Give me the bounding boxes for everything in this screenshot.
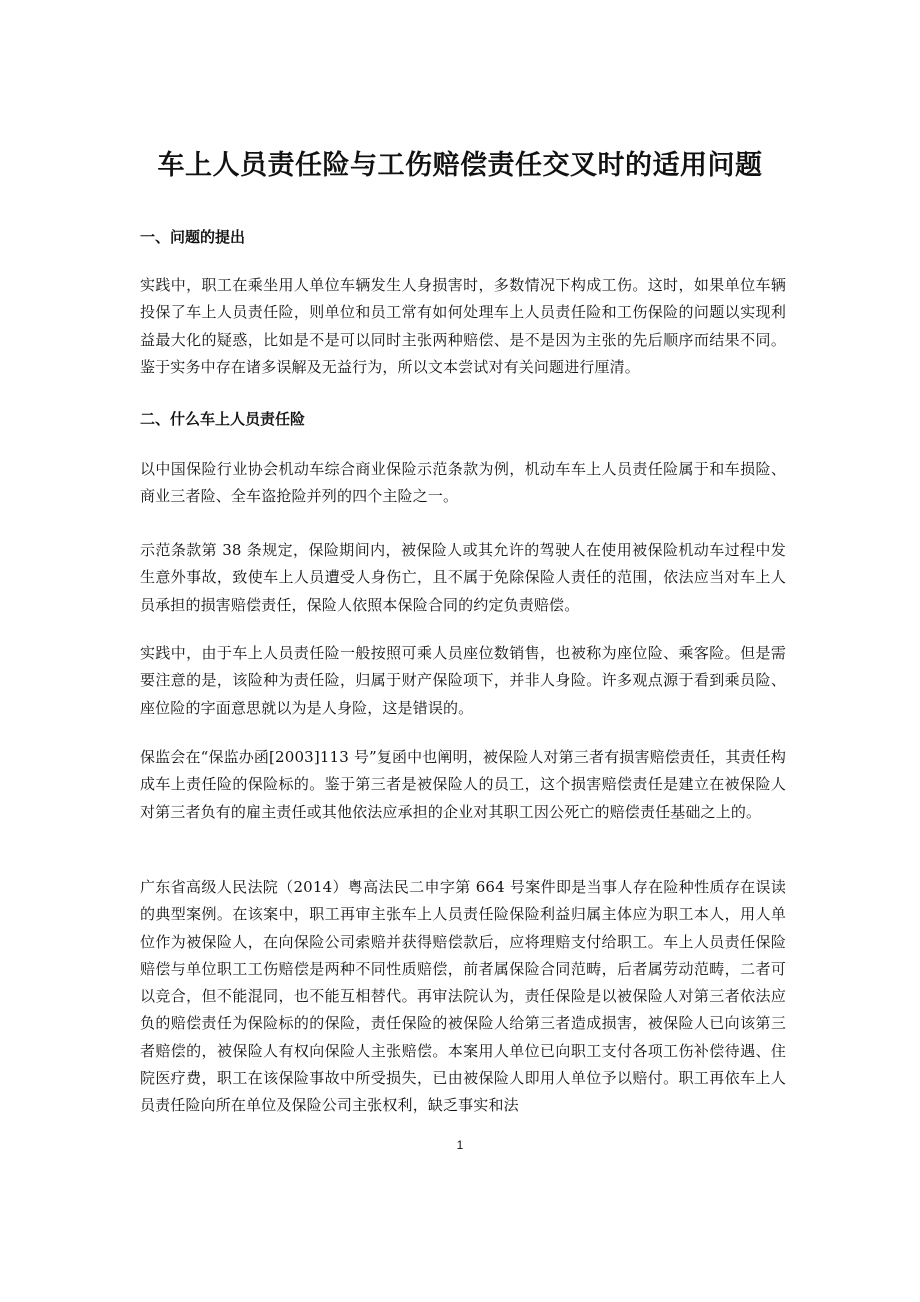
page-number: 1 <box>456 1138 464 1152</box>
paragraph-article-38: 示范条款第 38 条规定，保险期间内，被保险人或其允许的驾驶人在使用被保险机动车过程中发生意外事故，致使车上人员遭受人身伤亡，且不属于免除保险人责任的范围，依法应当对车上人员承担的损害赔偿责任，保险人依照本保险合同的约定负责赔偿。 <box>140 541 786 614</box>
paragraph-main-insurance: 以中国保险行业协会机动车综合商业保险示范条款为例，机动车车上人员责任险属于和车损险、商业三者险、全车盗抢险并列的四个主险之一。 <box>140 460 786 506</box>
paragraph-circc-reply: 保监会在“保监办函[2003]113 号”复函中也阐明，被保险人对第三者有损害赔偿责任，其责任构成车上责任险的保险标的。鉴于第三者是被保险人的员工，这个损害赔偿责任是建立在被保险人对第三者负有的雇主责任或其他依法应承担的企业对其职工因公死亡的赔偿责任基础之上的。 <box>140 748 786 821</box>
paragraph-guangdong-case: 广东省高级人民法院（2014）粤高法民二申字第 664 号案件即是当事人存在险种性质存在误读的典型案例。在该案中，职工再审主张车上人员责任险保险利益归属主体应为职工本人，用人单位作为被保险人，在向保险公司索赔并获得赔偿款后，应将理赔支付给职工。车上人员责任保险赔偿与单位职工工伤赔偿是两种不同性质赔偿，前者属保险合同范畴，后者属劳动范畴，二者可以竞合，但不能混同，也不能互相替代。再审法院认为，责任保险是以被保险人对第三者依法应负的赔偿责任为保险标的的保险，责任保险的被保险人给第三者造成损害，被保险人已向该第三者赔偿的，被保险人有权向保险人主张赔偿。本案用人单位已向职工支付各项工伤补偿待遇、住院医疗费，职工在该保险事故中所受损失，已由被保险人即用人单位予以赔付。职工再依车上人员责任险向所在单位及保险公司主张权利，缺乏事实和法 <box>140 878 786 1115</box>
paragraph-problem-intro: 实践中，职工在乘坐用人单位车辆发生人身损害时，多数情况下构成工伤。这时，如果单位车辆投保了车上人员责任险，则单位和员工常有如何处理车上人员责任险和工伤保险的问题以实现利益最大化的疑惑，比如是不是可以同时主张两种赔偿、是不是因为主张的先后顺序而结果不同。鉴于实务中存在诸多误解及无益行为，所以文本尝试对有关问题进行厘清。 <box>140 276 786 376</box>
document-title: 车上人员责任险与工伤赔偿责任交叉时的适用问题 <box>157 150 763 181</box>
paragraph-seat-insurance: 实践中，由于车上人员责任险一般按照可乘人员座位数销售，也被称为座位险、乘客险。但是需要注意的是，该险种为责任险，归属于财产保险项下，并非人身险。许多观点源于看到乘员险、座位险的字面意思就以为是人身险，这是错误的。 <box>140 644 786 717</box>
section-heading-definition: 二、什么车上人员责任险 <box>140 410 306 428</box>
section-heading-problem: 一、问题的提出 <box>140 228 246 246</box>
